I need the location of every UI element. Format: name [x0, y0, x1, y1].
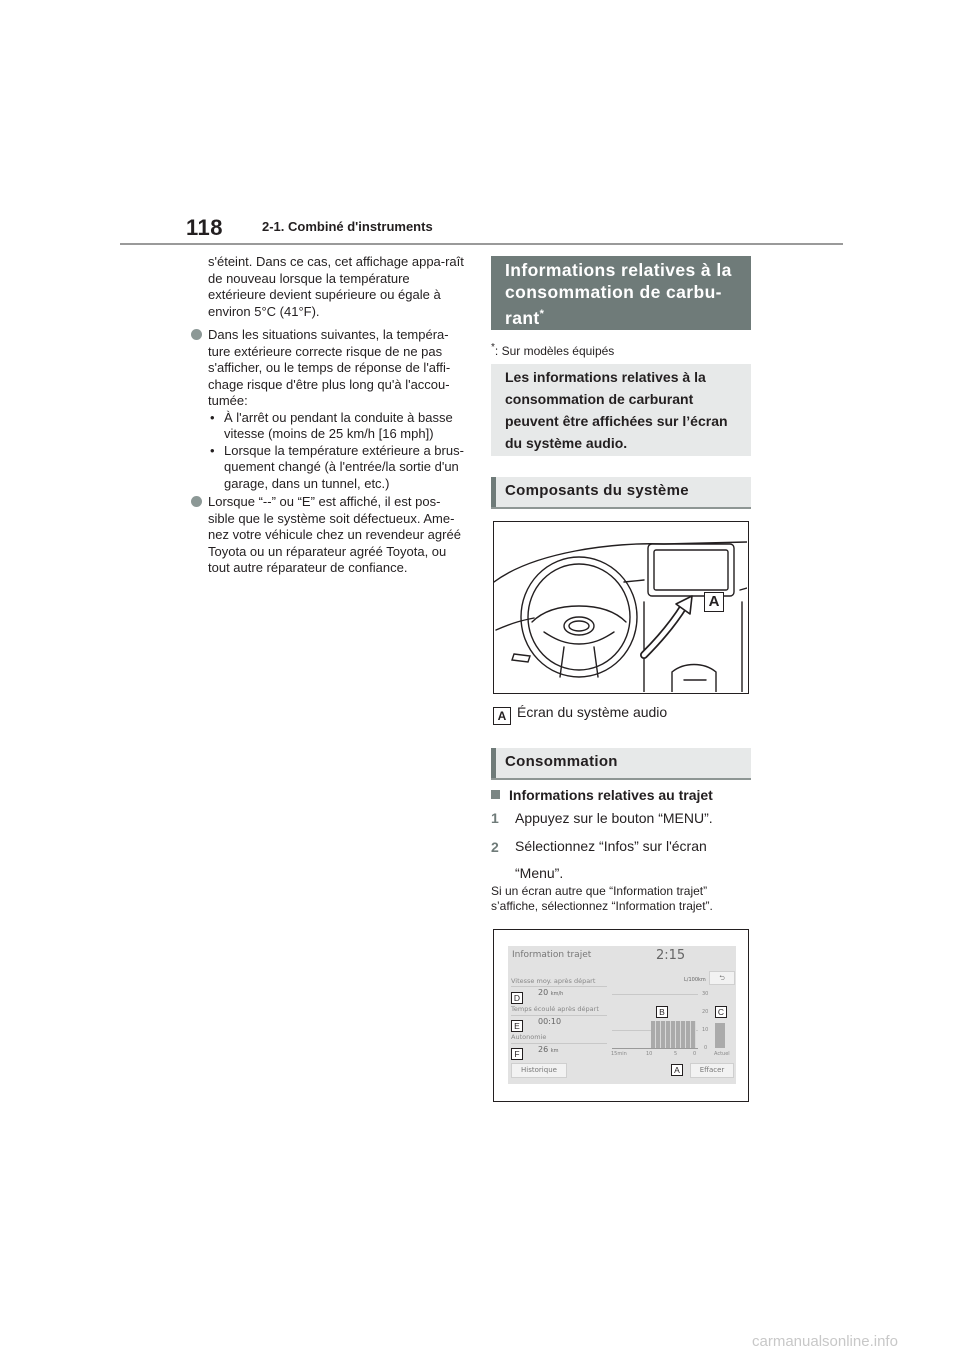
- callout-a: A: [704, 592, 724, 612]
- footnote: *: Sur modèles équipés: [491, 342, 615, 358]
- main-title: Informations relatives à la consommation de carbu-rant*: [505, 260, 732, 328]
- watermark: carmanualsonline.info: [752, 1333, 898, 1350]
- value-elapsed-time: 00:10: [538, 1017, 562, 1026]
- callout-a-screen: A: [671, 1064, 683, 1076]
- sub-item-2: • Lorsque la température extérieure a brus-quement changé (à l'entrée/la sortie d'un garage, dans un tunnel, etc.): [208, 443, 466, 493]
- heading-consumption: Consommation: [491, 748, 751, 780]
- callout-d: D: [511, 992, 523, 1004]
- label-elapsed-time: Temps écoulé après départ: [511, 1005, 599, 1013]
- note-paragraph: Si un écran autre que “Information trajet” s’affiche, sélectionnez “Information trajet”.: [491, 884, 713, 913]
- consumption-unit: L/100km: [684, 977, 706, 983]
- y-tick-10: 10: [702, 1027, 709, 1033]
- y-tick-0: 0: [704, 1045, 708, 1051]
- callout-b: B: [656, 1006, 668, 1018]
- subheading: Informations relatives au trajet: [491, 787, 713, 803]
- figure-caption: A Écran du système audio: [493, 704, 667, 725]
- x-tick-current: Actuel: [714, 1051, 730, 1057]
- bullet-icon: [191, 329, 202, 340]
- x-tick-5: 5: [674, 1051, 678, 1057]
- bullet-2-text: Lorsque “--” ou “E” est affiché, il est pos-sible que le système soit défectueux. Ame-nez votre véhicule chez un revendeur agréé Toyota ou un réparateur agréé Toyota, ou tout autre réparateur de confiance.: [208, 494, 461, 575]
- value-avg-speed: 20 km/h: [538, 988, 564, 997]
- history-button[interactable]: Historique: [511, 1063, 567, 1078]
- trip-info-illustration: [493, 929, 749, 1102]
- y-tick-20: 20: [702, 1009, 709, 1015]
- bullet-icon: [191, 496, 202, 507]
- current-bar: [715, 1023, 725, 1048]
- square-bullet-icon: [491, 790, 500, 799]
- sub-item-1: • À l'arrêt ou pendant la conduite à basse vitesse (moins de 25 km/h [16 mph]): [208, 410, 466, 443]
- page-number: 118: [186, 215, 223, 240]
- callout-c: C: [715, 1006, 727, 1018]
- clear-button[interactable]: Effacer: [690, 1063, 734, 1078]
- step-1: 1 Appuyez sur le bouton “MENU”.: [491, 810, 713, 826]
- back-button[interactable]: [709, 971, 735, 985]
- bullet-item-1: [208, 327, 466, 492]
- bullet-1-text: Dans les situations suivantes, la tempéra-ture extérieure correcte risque de ne pas s'afficher, ou le temps de réponse de l'affi-chage risque d'être plus long qu'à l'accou-tumée:: [208, 327, 451, 408]
- callout-f: F: [511, 1048, 523, 1060]
- section-title: 2-1. Combiné d'instruments: [262, 219, 433, 234]
- intro-text: Les informations relatives à la consommation de carburant peuvent être affichées sur l’écran du système audio.: [505, 369, 728, 451]
- heading-components: Composants du système: [491, 477, 751, 509]
- back-arrow-icon: ⮌: [719, 974, 725, 982]
- continuation-paragraph: s'éteint. Dans ce cas, cet affichage appa-raît de nouveau lorsque la température extérieure devient supérieure ou égale à environ 5°C (41°F).: [208, 254, 464, 319]
- x-tick-10: 10: [646, 1051, 653, 1057]
- bullet-item-2: [208, 494, 466, 577]
- x-tick-15min: 15min: [611, 1051, 627, 1057]
- header-rule: [120, 243, 843, 245]
- screen-clock: 2:15: [656, 948, 686, 963]
- trip-info-screen: [508, 946, 736, 1084]
- label-avg-speed: Vitesse moy. après départ: [511, 977, 596, 985]
- screen-title: Information trajet: [512, 950, 592, 960]
- x-tick-0: 0: [693, 1051, 697, 1057]
- dashboard-illustration: [493, 521, 749, 694]
- callout-tag: A: [493, 707, 511, 725]
- value-range: 26 km: [538, 1045, 559, 1054]
- y-tick-30: 30: [702, 991, 709, 997]
- label-range: Autonomie: [511, 1033, 547, 1041]
- step-2: 2 Sélectionnez “Infos” sur l'écran “Menu”.: [491, 838, 707, 881]
- callout-e: E: [511, 1020, 523, 1032]
